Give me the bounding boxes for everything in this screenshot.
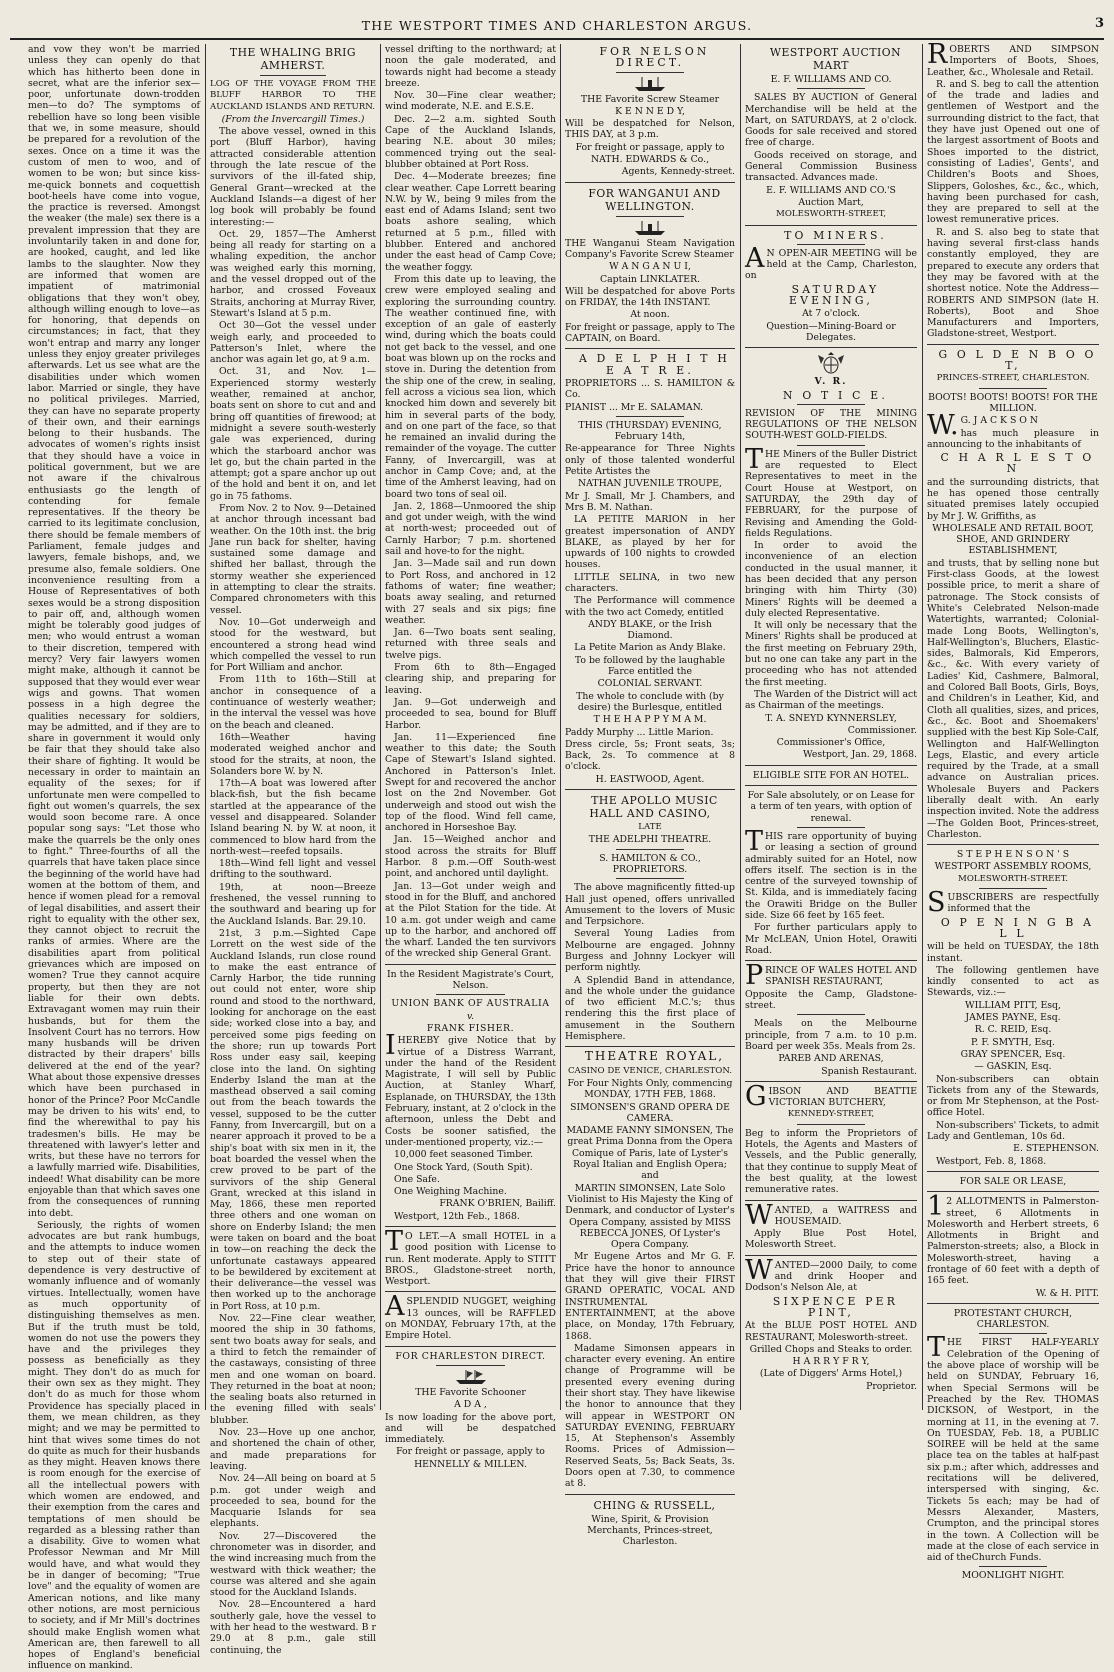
article-source: (From the Invercargill Times.) xyxy=(221,113,365,125)
protestant-church-heading: PROTESTANT CHURCH, CHARLESTON. xyxy=(953,1307,1073,1331)
divider xyxy=(979,1566,1048,1567)
column-3 xyxy=(385,44,556,1470)
nelson-direct-heading: FOR NELSON DIRECT. xyxy=(599,45,710,70)
log-entry: 18th—Wind fell light and vessel drifting to the southward. xyxy=(210,858,376,881)
blue-post-hotel: At the BLUE POST HOTEL AND RESTAURANT, Molesworth-street. xyxy=(745,1320,917,1343)
divider xyxy=(927,1191,1099,1192)
column-rule xyxy=(922,44,923,1410)
to-let-ad: TO LET.—A small HOTEL in a good position with License to run. Rent moderate. Apply to STITT BROS., Gladstone-street north, Westport. xyxy=(385,1225,556,1288)
harry-fry: H A R R Y F R Y, xyxy=(792,1356,870,1368)
tickets-text: Non-subscribers can obtain Tickets from any of the Stewards, or from Mr Stephenson, at the Post-office Hotel. xyxy=(927,1073,1099,1119)
theatre-royal-text: MADAME FANNY SIMONSEN, The great Prima Donna from the Opera Comique of Paris, late of Lyster's Royal Italian and English Opera; and xyxy=(566,1125,734,1182)
adelphi-text: The whole to conclude with (by desire) the Burlesque, entitled xyxy=(576,690,724,713)
divider xyxy=(385,1291,556,1292)
column-4 xyxy=(565,44,735,1548)
divider xyxy=(565,1046,735,1047)
bailiff-signature: FRANK O'BRIEN, Bailiff. xyxy=(439,1198,556,1210)
log-entry: Oct. 29, 1857—The Amherst being all ready for starting on a whaling expedition, the anchor was weighed early this morning, and the vessel dropped out of the harbor, and crossed Foveaux Straits, anchoring at Murray River, Stewart's Island at 5 p.m. xyxy=(210,228,376,319)
steward-name: R. C. REID, Esq. xyxy=(974,1024,1052,1036)
boots-for-million: BOOTS! BOOTS! BOOTS! FOR THE MILLION. xyxy=(928,391,1098,414)
roberts-simpson-heading: ROBERTS AND SIMPSON Importers of Boots, Shoes, Leather, &c., Wholesale and Retail. xyxy=(927,39,1099,78)
steward-name: JAMES PAYNE, Esq. xyxy=(965,1012,1061,1024)
log-entry: Dec. 2—2 a.m. sighted South Cape of the Auckland Islands, bearing N.E. about 30 miles; commenced trying out the seal-blubber obtained at Port Ross. xyxy=(385,113,556,170)
divider xyxy=(745,347,917,348)
revision-signature-title: Commissioner. xyxy=(847,724,917,736)
log-entry: Nov. 22—Fine clear weather, moored the ship in 30 fathoms, sent two boats away for seals, and a third to fetch the remainder of the castaways, consisting of three men and one woman on board. They returned in the boat at noon; the sealing boats also returned in the evening filled with seals' blubber. xyxy=(210,1313,376,1426)
steward-name: P. F. SMYTH, Esq. xyxy=(971,1036,1055,1048)
adelphi-text: LITTLE SELINA, in two new characters. xyxy=(565,571,735,594)
divider xyxy=(979,888,1048,889)
miners-text: AN OPEN-AIR MEETING will be held at the Camp, Charleston, on xyxy=(745,242,917,282)
divider xyxy=(745,1081,917,1082)
auction-mart-heading: WESTPORT AUCTION MART xyxy=(769,46,902,72)
golden-boot-street: PRINCES-STREET, CHARLESTON. xyxy=(936,373,1090,384)
prince-of-wales-signature: PAREB AND ARENAS, xyxy=(778,1053,884,1065)
hotel-site-text: For Sale absolutely, or on Lease for a term of ten years, with option of renewal. xyxy=(747,790,915,824)
kennedy-agent: NATH. EDWARDS & Co., xyxy=(590,154,710,166)
log-entry: Nov. 30—Fine clear weather; wind moderate, N.E. and E.S.E. xyxy=(385,90,556,113)
steamer-icon xyxy=(633,220,667,236)
log-entry: Jan. 15—Weighed anchor and stood across the straits for Bluff Harbor. 8 p.m.—Off South-west point, and anchored until daylight. xyxy=(385,834,556,880)
auction-mart-name: E. F. WILLIAMS AND CO. xyxy=(770,74,892,85)
revision-office: Commissioner's Office, xyxy=(776,737,886,749)
hotel-site-text: THIS rare opportunity of buying or leasing a section of ground admirably suited for an Hotel, now offers itself. The section is in the centre of the surveyed township of St. Kilda, and is immediately facing the Orawiti Bridge on the Buller side. Size 66 feet by 165 feet. xyxy=(745,825,917,921)
wanted-waitress-apply: Apply Blue Post Hotel, Molesworth Street. xyxy=(745,1228,917,1251)
opening-ball: O P E N I N G B A L L xyxy=(940,915,1095,940)
jackson-text: and the surrounding districts, that he has opened those centrally situated premises lately occupied by Mr J. W. Griffiths, as xyxy=(927,476,1099,522)
auction-text: SALES BY AUCTION of General Merchandise will be held at the Mart, on SATURDAYS, at 2 o'clock. Goods for sale received and stored free of charge. xyxy=(745,92,917,149)
harry-fry-late: (Late of Diggers' Arms Hotel,) xyxy=(759,1368,903,1380)
stephenson-signature: E. STEPHENSON. xyxy=(1013,1143,1099,1155)
wanted-drinkers: WANTED—2000 Daily, to come and drink Hooper and Dodson's Nelson Ale, at xyxy=(745,1254,917,1294)
divider xyxy=(797,827,866,828)
theatre-royal-casino: CASINO DE VENICE, CHARLESTON. xyxy=(567,1065,733,1076)
adelphi-play: ANDY BLAKE, or the Irish Diamond. xyxy=(588,618,712,642)
nugget-raffle-ad: ASPLENDID NUGGET, weighing 13 ounces, will be RAFFLED on MONDAY, February 17th, at the Empire Hotel. xyxy=(385,1291,556,1342)
prince-of-wales-heading: PRINCE OF WALES HOTEL AND SPANISH RESTAURANT, xyxy=(745,960,917,992)
log-entry: The above vessel, owned in this port (Bluff Harbor), having attracted considerable attention through the late rescue of the survivors of the ill-fated ship, General Grant—wrecked at the Auckland Islands—a digest of her log book will probably be found interesting:— xyxy=(210,126,376,228)
sixpence-per-pint: SIXPENCE PER PINT, xyxy=(772,1294,899,1319)
divider xyxy=(616,878,684,879)
log-entry: Oct. 31, and Nov. 1—Experienced stormy westerly weather, remained at anchor, boats sent on shore to cut and and bring off quantities of firewood; at midnight a severe south-westerly gale was experienced, during which the starboard anchor was let go, but the chain parted in the attempt; got a spare anchor up out of the hold and bent it on, and let go in 75 fathoms. xyxy=(210,366,376,502)
wanted-waitress: WANTED, a WAITRESS and HOUSEMAID. xyxy=(745,1199,917,1231)
log-entry: 16th—Weather having moderated weighed anchor and stood for the straits, at noon, the Solanders bore W. by N. xyxy=(210,731,376,777)
schooner-text: Is now loading for the above port, and will be despatched immediately. xyxy=(385,1411,556,1446)
sale-item: 10,000 feet seasoned Timber. xyxy=(394,1149,534,1161)
adelphi-burlesque: T H E H A P P Y M A M. xyxy=(593,714,707,726)
adelphi-text: To be followed by the laughable Farce entitled the xyxy=(574,654,726,678)
steward-name: — GASKIN, Esq. xyxy=(974,1061,1052,1073)
roberts-simpson-text: R. and S. beg to call the attention of the trade and ladies and gentlemen of Westport and the surrounding district to the fact, that they have just Opened out one of the largest assortment of Boots and Shoes imported to the district, consisting of Ladies', Gents', and Children's Boots and Shoes, Slippers, Goloshes, &c., &c., which, having been purchased for cash, they are prepared to sell at the lowest remunerative prices. xyxy=(927,78,1099,226)
case-title: UNION BANK OF AUSTRALIA xyxy=(391,998,550,1010)
theatre-royal-opera: SIMONSEN'S GRAND OPERA DE CAMERA. xyxy=(570,1101,730,1124)
kennedy-agent-address: Agents, Kennedy-street. xyxy=(621,166,735,178)
prince-of-wales-text: Meals on the Melbourne principle, from 7 a.m. to 10 p.m. Board per week 35s. Meals from 2s. xyxy=(745,1018,917,1052)
theatre-royal-heading: THEATRE ROYAL, xyxy=(584,1049,725,1064)
log-entry: Jan. 9—Got underweigh and proceeded to sea, bound for Bluff Harbor. xyxy=(385,696,556,731)
column-rule xyxy=(205,44,206,1410)
log-entry: Nov. 24—All being on board at 5 p.m. got under weigh and proceeded to sea, bound for the Macquarie Islands for sea elephants. xyxy=(210,1473,376,1530)
divider xyxy=(745,765,917,766)
divider xyxy=(797,244,866,245)
jackson-text: and trusts, that by selling none but First-class Goods, at the lowest possible price, to merit a share of patronage. The Stock consists of White's Celebrated Nelson-made Watertights, warranted; Colonial-made Long Boots, Wellington's, Half-Wellington's, Bluchers, Elastic-sides, Balmorals, Kid Emperors, &c., &c. With every variety of Ladies' Kid, Cashmere, Balmoral, and Colored Ball Boots, Girls, Boys, and Children's in Leather, Kid, and Cloth all qualities, sizes, and prices, &c., &c. Boot and Shoemakers' supplied with the best Kip Sole-Calf, Wellington and Half-Wellington Legs, Elastic, and every article required by the Trade, at a small advance on Australian prices. Wholesale Buyers and Packers liberally dealt with. An early inspection invited. Note the address—The Golden Boot, Princes-street, Charleston. xyxy=(927,557,1099,840)
divider xyxy=(979,1333,1048,1334)
divider xyxy=(616,72,684,73)
revision-signature: T. A. SNEYD KYNNERSLEY, xyxy=(765,712,897,724)
schooner-agents: HENNELLY & MILLEN. xyxy=(414,1458,527,1470)
newspaper-title: THE WESTPORT TIMES AND CHARLESTON ARGUS. xyxy=(361,18,753,33)
case-versus: v. xyxy=(466,1010,475,1022)
divider xyxy=(797,1014,866,1015)
wanganui-line: THE Wanganui Steam Navigation Company's Favorite Screw Steamer xyxy=(565,237,735,260)
log-entry: 19th, at noon—Breeze freshened, the vessel running to the southward and bearing up for the Auckland Islands. Bar. 29.10. xyxy=(210,881,376,927)
adelphi-farce: COLONIAL SERVANT. xyxy=(597,678,703,690)
log-entry: From 6th to 8th—Engaged clearing ship, and preparing for leaving. xyxy=(385,662,556,696)
vr-royal-cypher: V. R. xyxy=(814,376,848,388)
sale-lease-heading: FOR SALE OR LEASE, xyxy=(959,1175,1067,1187)
court-heading: In the Resident Magistrate's Court, Nelson. xyxy=(386,968,554,992)
column-5 xyxy=(745,44,917,1410)
log-entry: 17th—A boat was lowered after black-fish, but the fish became startled at the appearance of the vessel and disappeared. Solander Island bearing N. by W. at noon, it commenced to blow hard from the north-west—reefed topsails. xyxy=(210,778,376,857)
ball-date: will be held on TUESDAY, the 18th instant. xyxy=(927,941,1099,964)
wanganui-name: W A N G A N U I, xyxy=(609,261,691,273)
prince-of-wales-address: Opposite the Camp, Gladstone-street. xyxy=(745,988,917,1012)
case-defendant: FRANK FISHER. xyxy=(426,1022,515,1034)
theatre-royal-dates: For Four Nights Only, commencing MONDAY, 17TH FEB, 1868. xyxy=(567,1077,733,1101)
log-entry: From Nov. 2 to Nov. 9—Detained at anchor through incessant bad weather. On the 10th inst. the brig Jane run back for shelter, having sustained some damage and shifted her ballast, through the stormy weather she experienced in attempting to clear the straits. Compared chronometers with this vessel. xyxy=(210,502,376,616)
stephensons-heading: S T E P H E N S O N ' S xyxy=(956,849,1070,861)
divider xyxy=(797,88,866,89)
steamer-icon xyxy=(633,76,667,92)
miners-heading: TO MINERS. xyxy=(784,228,887,242)
steward-name: WILLIAM PITT, Esq, xyxy=(965,999,1061,1011)
gibson-beattie-heading: GIBSON AND BEATTIE VICTORIAN BUTCHERY, xyxy=(745,1080,917,1112)
adelphi-proprietors: PROPRIETORS ... S. HAMILTON & Co. xyxy=(565,377,735,401)
divider xyxy=(436,1365,504,1366)
wanganui-heading: FOR WANGANUI AND WELLINGTON. xyxy=(588,186,721,213)
log-entry: Dec. 4—Moderate breezes; fine clear weather. Cape Lorrett bearing N.W. by W., being 9 miles from the east end of Adams Island; sent two boats ashore sealing, which returned at 5 p.m., filled with blubber. Entered and anchored under the east head of Camp Cove; the weather foggy. xyxy=(385,171,556,273)
auction-street: MOLESWORTH-STREET, xyxy=(776,209,886,220)
divider xyxy=(927,344,1099,345)
apollo-proprietors: S. HAMILTON & CO., PROPRIETORS. xyxy=(599,852,701,875)
apollo-late: LATE xyxy=(638,822,662,833)
log-entry: Nov. 27—Discovered the chronometer was in disorder, and the wind increasing much from the westward with thick weather; the course was altered and she again stood for the Auckland Islands. xyxy=(210,1530,376,1599)
log-entry: Nov. 28—Encountered a hard southerly gale, hove the vessel to with her head to the westward. B r 29.0 at 8 p.m., gale still continuing, the xyxy=(210,1599,376,1656)
divider xyxy=(745,225,917,226)
divider xyxy=(385,1346,556,1347)
log-entry: Jan. 6—Two boats sent sealing, returned with three seals and twelve pigs. xyxy=(385,627,556,661)
steward-name: GRAY SPENCER, Esq. xyxy=(960,1048,1066,1060)
article-paragraph: and vow they won't be married unless they can openly do that which has hitherto been done in secret, what are the inferior sex—poor, unfortunate down-trodden men—to do? The symptoms of rebellion have so long been visible that we, in some measure, should be prepared for a revolution of the sexes. Once on a time it was the custom of men to woo, and of women to be won; but since kiss-me-quick bonnets and coquettish boot-heels have come into vogue, the practice is reversed. Amongst the weaker (the male) sex there is a prevalent impression that they are involuntarily taken in and done for, are hooked, caught, and led like lambs to the slaughter. Now they are informed that women are impatient of matrimonial obligations that they won't obey, although willing enough to love—as for honoring, that depends on circumstances; in fact, that they won't entrap and marry any longer unless they enjoy greater privileges afterwards. Let us see what are the disabilities under which women labor. Married or single, they have no political privileges. Married, they can have no separate property of their own, and their earnings belong to their husbands. The advocates of women's rights insist that they should have a voice in political government, but we are not aware if the chivalrous enthusiasts go the length of contending for female representatives. If the theory be carried to its legitimate conclusion, there should be female members of Parliament, female judges and lawyers, female bishops, and, we presume also, female soldiers. One inconvenience resulting from a House of Representatives of both sexes would be a strong disposition to pair off, and, although women might be tolerably good judges of men; who would entrust a woman to their discretion, tempered with mercy? Very fair lawyers women might make, although it cannot be supposed that they would ever wear wigs and gowns. That women possess in a high degree the qualities necessary for soldiers, may be admitted, and if they are to share in government it would only be fair that they should take also their share of fighting. It would be necessary in order to maintain an equality of the sexes; for if unfortunate men were compelled to fight out women's quarrels, the sex would soon become rare. A once popular song says: "Let those who make the quarrels be the only ones to fight." Three-fourths of all the quarrels that have taken place since the beginning of the world have had women at the bottom of them, and hence if women plead for a removal of legal disabilities, and assert their right to equality with the other sex, they cannot object to recruit the ranks of armies. Where are the disabilities apart from political grievances which are imposed on women? True they cannot acquire property, but then they are not liable for their own debts. Extravagant women may ruin their husbands, but for them the Insolvent Court has no terrors. How many husbands will be driven distracted by their drapers' bills delivered at the end of the year? What about those expensive dresses which have been purchased in honor of the Prince? Poor McCandle may be driven to his wits' end, to find the wherewithal to pay his tradesmen's bills. He may be threatened with lawyer's letter and writs, but these have no terrors for a lawfully married wife. Disabilities, indeed! What disability can be more enjoyable than that which saves one from the consequences of running into debt. xyxy=(28,44,200,1219)
divider xyxy=(565,182,735,183)
charleston-direct-heading: FOR CHARLESTON DIRECT. xyxy=(395,1350,546,1362)
ching-russell-text: Wine, Spirit, & Provision Merchants, Princes-street, Charleston. xyxy=(587,1513,713,1548)
adelphi-evening: THIS (THURSDAY) EVENING, February 14th, xyxy=(578,419,722,443)
log-entry: 21st, 3 p.m.—Sighted Cape Lorrett on the west side of the Auckland Islands, run close round to make the east entrance of Carnly Harbor, the tide running out could not enter, wore ship round and stood to the northward, looking for anchorage on the east side; worked close into a bay, and perceived some pigs feeding on the shore; run up towards Port Ross under easy sail, keeping close into the land. On sighting Enderby Island the man at the masthead observed a sail coming out from the beach towards the vessel, supposed to be the cutter Fanny, from Invercargill, but on a nearer approach it proved to be a ship's boat with six men in it, the boat boarded the vessel when the crew proved to be part of the survivors of the ship General Grant, wrecked at this island in May, 1866, these men reported three others and one woman on shore on Enderby Island; the men were taken on board and the boat in tow—on reaching the deck the unfortunate castaways appeared to be bewildered by excitement at their deliverance—the vessel was then worked up to the anchorage in Port Ross, at 10 p.m. xyxy=(210,927,376,1312)
schooner-name: A D A , xyxy=(454,1399,487,1411)
log-entry: Jan. 11—Experienced fine weather to this date; the South Cape of Stewart's Island sighted. Anchored in Patterson's Inlet. Swept for and recovered the anchor lost on the 2nd November. Got underweigh and stood out wish the top of the flood. Wind fell came, anchored in Horseshoe Bay. xyxy=(385,731,556,834)
sale-item: One Safe. xyxy=(394,1173,440,1185)
apollo-heading: THE APOLLO MUSIC HALL AND CASINO, xyxy=(589,794,718,821)
adelphi-names: Mr J. Small, Mr J. Chambers, and Mrs B. M. Nathan. xyxy=(565,490,735,513)
wanganui-noon: At noon. xyxy=(630,309,670,321)
divider xyxy=(927,1171,1099,1172)
stephenson-date: Westport, Feb. 8, 1868. xyxy=(936,1155,1047,1167)
log-entry: Oct 30—Got the vessel under weigh early, and proceeded to Patterson's Inlet, where the anchor was again let go, at 9 a.m. xyxy=(210,320,376,366)
harry-fry-proprietor: Proprietor. xyxy=(866,1380,917,1392)
divider xyxy=(260,75,326,76)
divider xyxy=(565,1494,735,1495)
auction-mart: Auction Mart, xyxy=(798,196,864,208)
grilled-chops: Grilled Chops and Steaks to order. xyxy=(749,1343,913,1355)
adelphi-pianist: PIANIST ... Mr E. SALAMAN. xyxy=(565,401,704,413)
tickets-text: Non-subscribers' Tickets, to admit Lady and Gentleman, 10s 6d. xyxy=(927,1119,1099,1143)
stewards-intro: The following gentlemen have kindly consented to act as Stewards, viz.:— xyxy=(927,964,1099,999)
schooner-line: THE Favorite Schooner xyxy=(415,1386,526,1398)
apollo-former-name: THE ADELPHI THEATRE. xyxy=(588,834,712,846)
log-entry: From 11th to 16th—Still at anchor in consequence of a continuance of westerly weather; in the interval the vessel was hove on the beach and cleaned. xyxy=(210,674,376,731)
miners-question: Question—Mining-Board or Delegates. xyxy=(766,320,896,343)
theatre-royal-text: MARTIN SIMONSEN, Late Solo Violinist to His Majesty the King of Denmark, and conductor of Lyster's Opera Company, assisted by MISS REBECCA JONES, Of Lyster's Opera Company. xyxy=(565,1182,735,1251)
divider xyxy=(385,1226,556,1227)
page-number: 3 xyxy=(1094,16,1104,31)
prince-of-wales-signature-title: Spanish Restaurant. xyxy=(821,1065,917,1077)
article-paragraph: Seriously, the rights of women advocates are but rank humbugs, and the attempts to induce women to step out of their state of dependence is very destructive of womanly influence and of womanly virtues. Intellectually, women have as much opportunity of distinguishing themselves as men. But if the truth must be told, women do not use the powers they have and the privileges they possess as beneficially as they might. They don't do as much for their own sex as they might. They don't do as much for those whom Providence has specially placed in them, we mean children, as they might; and we may be permitted to hint that wives some times do not do quite as much for their husbands as they might. Heaven knows there is room enough for the exercise of all the intellectual powers with which women are endowed, and their exemption from the cares and temptations of men should be regarded as a blessing rather than a disability. Give to women what Professor Newman and Mr Mill would have, and what would they be in danger of becoming; "True love" and the equality of women are American notions, and like many other notions, are most pernicious to society, and if Mr Mill's doctrines should make English women what American are, then farewell to all hopes of England's beneficial influence on mankind. xyxy=(28,1219,200,1672)
log-entry: Nov. 23—Hove up one anchor, and shortened the chain of other, and made preparations for leaving. xyxy=(210,1427,376,1472)
subscribers-text: SUBSCRIBERS are respectfully informed that the xyxy=(927,887,1099,919)
column-6 xyxy=(927,39,1099,1582)
log-entry: Nov. 10—Got underweigh and stood for the westward, but encountered a strong head wind which compelled the vessel to run for Port William and anchor. xyxy=(210,616,376,674)
kennedy-name: K E N N E D Y, xyxy=(615,105,685,117)
miners-time: At 7 o'clock. xyxy=(802,308,860,320)
adelphi-heading: A D E L P H I T H E A T R E. xyxy=(579,352,730,377)
gibson-beattie-street: KENNEDY-STREET, xyxy=(787,1109,875,1120)
assembly-street: MOLESWORTH-STREET. xyxy=(958,873,1068,884)
log-entry: From this date up to leaving, the crew were employed sealing and exploring the surrounding country. The weather continued fine, with exception of an gale of easterly wind, during which the boats could not get back to the vessel, and one boat was blown up on the rocks and stove in. During the detention from the ship one of the crew, in sealing, fell across a vicious sea lion, which knocked him down and severely bit him in several parts of the body, and on one part of the face, so that he remained an invalid during the remainder of the voyage. The cutter Fanny, of Invercargill, was at anchor in Camp Cove; and, at the time of the Amherst leaving, had on board two tons of seal oil. xyxy=(385,273,556,500)
adelphi-text: La Petite Marion as Andy Blake. xyxy=(574,642,726,654)
revision-date: Westport, Jan. 29, 1868. xyxy=(803,749,917,761)
divider xyxy=(436,994,504,995)
column-1-womens-rights xyxy=(28,44,200,1672)
divider xyxy=(797,1124,866,1125)
hotel-site-heading: ELIGIBLE SITE FOR AN HOTEL. xyxy=(752,769,910,781)
hotel-site-text: For further particulars apply to Mr McLEAN, Union Hotel, Orawiti Road. xyxy=(745,922,917,956)
wholesale-retail: WHOLESALE AND RETAIL BOOT, SHOE, AND GRINDERY ESTABLISHMENT, xyxy=(932,522,1094,557)
revision-text: The Warden of the District will act as Chairman of the meetings. xyxy=(745,688,917,712)
court-notice: IHEREBY give Notice that by virtue of a Distress Warrant, under the hand of the Resident Magistrate, I will sell by Public Auction, at Stanley Wharf, Esplanade, on THURSDAY, the 13th February, instant, at 2 o'clock in the afternoon, unless the Debt and Costs be sooner satisfied, the under-mentioned property, viz.:— xyxy=(385,1030,556,1148)
adelphi-prices: Dress circle, 5s; Front seats, 3s; Back, 2s. To commence at 8 o'clock. xyxy=(565,738,735,773)
bailiff-date: Westport, 12th Feb., 1868. xyxy=(394,1210,520,1222)
log-entry: Jan. 3—Made sail and run down to Port Ross, and anchored in 12 fathoms of water; fine weather; boats away sealing, and returned with 27 seals and six pigs; fine weather. xyxy=(385,558,556,626)
divider xyxy=(616,416,684,417)
allotments-text: 12 ALLOTMENTS in Palmerston-street, 6 Allotments in Molesworth and Herbert streets, 6 Allotments in Bright and Palmerston-streets; also, a Block in Molesworth-street, having a frontage of 60 feet with a depth of 165 feet. xyxy=(927,1191,1099,1287)
charleston-name: C H A R L E S T O N xyxy=(940,451,1095,476)
divider xyxy=(927,1303,1099,1304)
divider xyxy=(745,960,917,961)
revision-text: It will only be necessary that the Miners' Rights shall be produced at the first meeting on February 29th, but no one can take any part in the proceeding who has not attended the first meeting. xyxy=(745,620,917,688)
divider xyxy=(616,849,684,850)
divider xyxy=(565,348,735,349)
ship-icon xyxy=(454,1369,488,1385)
divider xyxy=(616,216,684,217)
divider xyxy=(565,789,735,790)
sale-item: One Weighing Machine. xyxy=(394,1186,507,1198)
miners-saturday: SATURDAY EVENING, xyxy=(789,282,880,308)
auction-text: Goods received on storage, and General Commission Business transacted. Advances made. xyxy=(745,149,917,184)
kennedy-line: THE Favorite Screw Steamer xyxy=(580,93,720,105)
divider xyxy=(797,445,866,446)
schooner-freight: For freight or passage, apply to xyxy=(396,1446,545,1458)
column-rule xyxy=(380,44,381,1410)
divider xyxy=(745,785,917,786)
column-2-amherst-log xyxy=(210,44,376,1656)
divider xyxy=(979,388,1048,389)
golden-boot-heading: G O L D E N B O O T, xyxy=(938,347,1097,373)
article-heading: THE WHALING BRIG AMHERST. xyxy=(229,46,357,72)
divider xyxy=(797,404,866,405)
revision-text: THE Miners of the Buller District are requested to Elect Representatives to meet in the Court House at Westport, on SATURDAY, the 29th day of FEBRUARY, for the purpose of Revising and Amending the Gold-fields Regulations. xyxy=(745,443,917,539)
ching-russell-heading: CHING & RUSSELL, xyxy=(593,1498,716,1512)
wanganui-text: Will be despatched for above Ports on FRIDAY, the 14th INSTANT. xyxy=(565,285,735,309)
jackson-text: has much pleasure in announcing to the inhabitants of xyxy=(927,427,1099,450)
church-text: THE FIRST HALF-YEARLY Celebration of the Opening of the above place of worship will be held on SUNDAY, February 16, when Special Sermons will be Preached by the Rev. THOMAS DICKSON, of Westport, in the morning at 11, in the evening at 7. On TUESDAY, Feb. 18, a PUBLIC SOIREE will be held at the same place tea on the tables at half-past six p.m.; after which, addresses and recitations will be delivered, interspersed with singing, &c. Tickets 5s each; may be had of Messrs Alexander, Masters, Crumpton, and the principal stores in the town. A Collection will be made at the close of each service in aid of theChurch Funds. xyxy=(927,1332,1099,1564)
kennedy-freight: For freight or passage, apply to xyxy=(575,141,725,153)
adelphi-agent: H. EASTWOOD, Agent. xyxy=(595,773,705,785)
log-entry: Jan. 13—Got under weigh and stood in for the Bluff, and anchored at the Pilot Station for the tide. At 10 a.m. got under weigh and came up to the harbor, and anchored off the wharf. Landed the ten survivors of the wrecked ship General Grant. xyxy=(385,880,556,960)
adelphi-text: LA PETITE MARION in her greatest impersonation of ANDY BLAKE, as played by her for upwards of 100 nights to crowded houses. xyxy=(565,514,735,571)
apollo-text: A Splendid Band in attendance, and the whole under the guidance of two efficient M.C.'s; thus rendering this the first place of amusement in the Southern Hemisphere. xyxy=(565,974,735,1043)
wanganui-captain: Captain LINKLATER. xyxy=(599,273,701,285)
revision-text: In order to avoid the inconvenience of an election conducted in the usual manner, it has been decided that any person bringing with him Thirty (30) Miners' Rights will be deemed a duly elected Representative. xyxy=(745,540,917,619)
divider xyxy=(927,844,1099,845)
pitt-signature: W. & H. PITT. xyxy=(1035,1287,1099,1299)
jackson-name: W.G. J A C K S O N xyxy=(927,410,1038,442)
revision-heading: REVISION OF THE MINING REGULATIONS OF THE NELSON SOUTH-WEST GOLD-FIELDS. xyxy=(745,407,917,442)
roberts-simpson-text: R. and S. also beg to state that having several first-class hands constantly employed, they are prepared to execute any orders that they may be favored with at the shortest notice. Note the Address—ROBERTS AND SIMPSON (late H. Roberts), Boot and Shoe Manufacturers and Importers, Gladstone-street, Westport. xyxy=(927,226,1099,340)
moonlight-night: MOONLIGHT NIGHT. xyxy=(961,1570,1065,1582)
apollo-text: The above magnificently fitted-up Hall just opened, offers unrivalled Amusement to the lovers of Music and Terpsichore. xyxy=(565,882,735,928)
apollo-text: Several Young Ladies from Melbourne are engaged. Johnny Burgess and Johnny Lockyer will perform nightly. xyxy=(565,928,735,974)
adelphi-text: The Performance will commence with the two act Comedy, entitled xyxy=(565,595,735,618)
assembly-rooms: WESTPORT ASSEMBLY ROOMS, xyxy=(934,861,1092,873)
adelphi-text: Re-appearance for Three Nights only of those talented wonderful Petite Artistes the xyxy=(565,443,735,478)
notice-heading: N O T I C E. xyxy=(783,388,888,402)
divider xyxy=(385,964,556,965)
gibson-beattie-text: Beg to inform the Proprietors of Hotels, the Agents and Masters of Vessels, and the Public generally, that they continue to supply Meat of the best quality, at the lowest remunerative rates. xyxy=(745,1127,917,1196)
adelphi-cast: Paddy Murphy ... Little Marion. xyxy=(565,726,714,738)
theatre-royal-text: Mr Eugene Artos and Mr G. F. Price have the honor to announce that they will give their FIRST GRAND OPERATIC, VOCAL AND INSTRUMENTAL ENTERTAINMENT, at the above place, on Monday, 17th February, 1868. xyxy=(565,1251,735,1342)
log-entry: Jan. 2, 1868—Unmoored the ship and got under weigh, with the wind at north-west; proceeded out of Carnly Harbor; 7 p.m. shortened sail and hove-to for the night. xyxy=(385,500,556,558)
column-rule xyxy=(560,44,561,1410)
auction-name: E. F. WILLIAMS AND CO.'S xyxy=(766,184,896,196)
wanganui-freight: For freight or passage, apply to The CAPTAIN, on Board. xyxy=(565,321,735,345)
theatre-royal-text: Madame Simonsen appears in character every evening. An entire change of Programme will be presented every evening during their short stay. They have likewise the honor to announce that they will appear in WESTPORT ON SATURDAY EVENING, FEBRUARY 15, At Stephenson's Assembly Rooms. Prices of Admission—Reserved Seats, 5s; Back Seats, 3s. Doors open at 7.30, to commence at 8. xyxy=(565,1342,735,1490)
royal-crest-icon xyxy=(814,352,848,376)
sale-item: One Stock Yard, (South Spit). xyxy=(394,1161,533,1173)
log-entry: vessel drifting to the northward; at noon the gale moderated, and towards night had become a steady breeze. xyxy=(385,44,556,89)
article-subheading: LOG OF THE VOYAGE FROM THE BLUFF HARBOR TO THE AUCKLAND ISLANDS AND RETURN. xyxy=(210,79,376,112)
column-rule xyxy=(740,44,741,1410)
kennedy-text: Will be despatched for Nelson, THIS DAY, at 3 p.m. xyxy=(565,118,735,141)
adelphi-troupe: NATHAN JUVENILE TROUPE, xyxy=(578,478,722,490)
